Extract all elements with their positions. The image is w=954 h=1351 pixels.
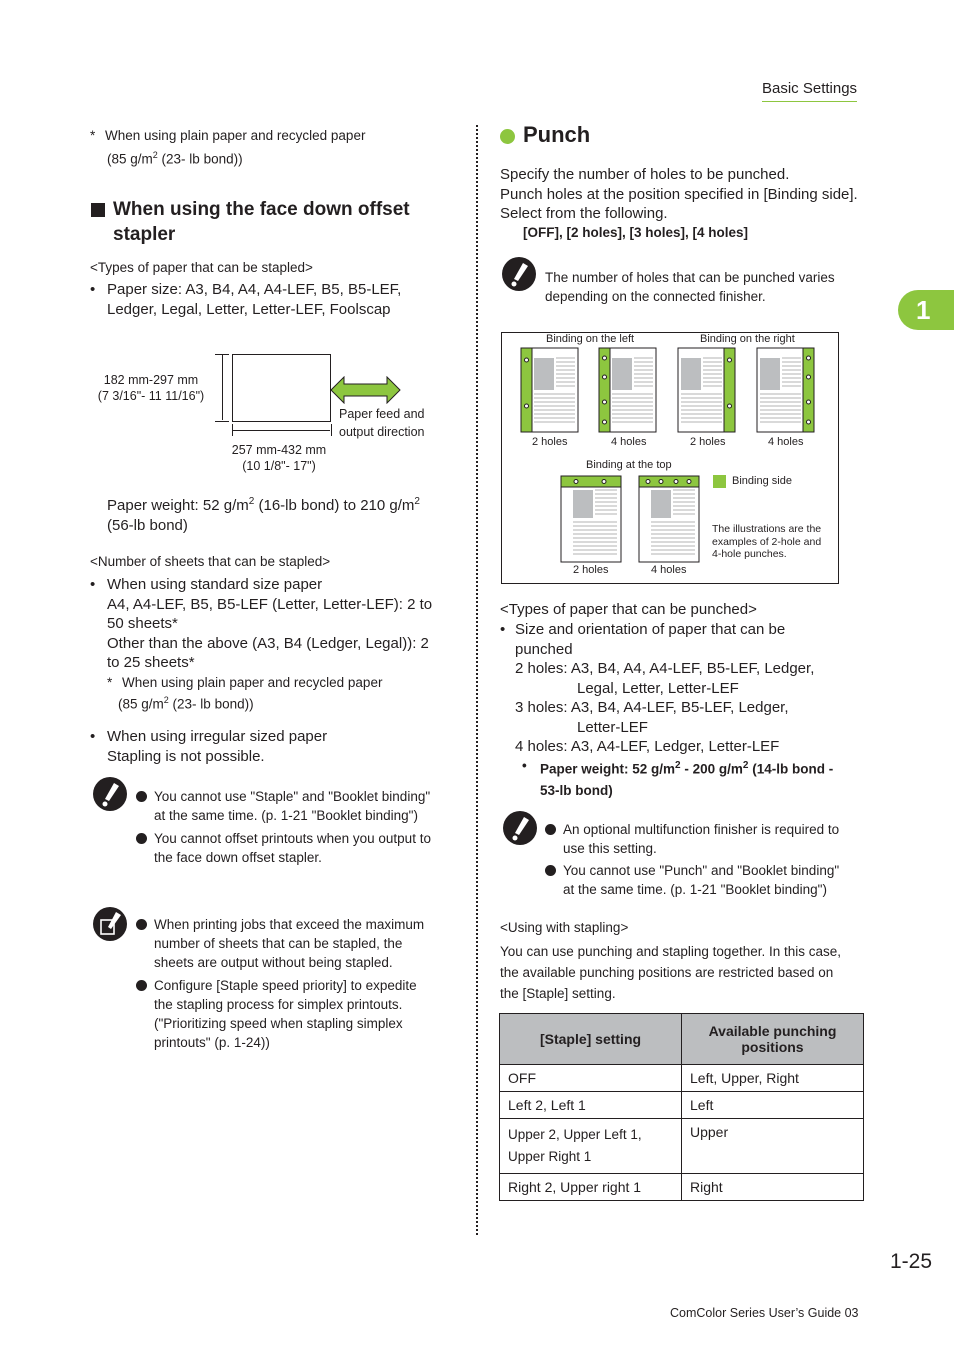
punch-weight bbox=[522, 755, 862, 801]
table-cell: Right 2, Upper right 1 bbox=[500, 1174, 682, 1201]
page-right-4-holes bbox=[757, 348, 814, 432]
weight-text: Paper weight: 52 g/m bbox=[540, 761, 676, 777]
table-cell: Left 2, Left 1 bbox=[500, 1092, 682, 1119]
column-divider bbox=[476, 125, 478, 1235]
hole-label: 2 holes bbox=[532, 436, 568, 448]
binding-right-label: Binding on the right bbox=[700, 333, 795, 345]
important-note-icon bbox=[92, 776, 128, 812]
footnote-text: (23- lb bond)) bbox=[157, 151, 243, 167]
page-left-2-holes bbox=[521, 348, 578, 432]
footnote-2 bbox=[107, 673, 382, 692]
footnote-2-line2 bbox=[118, 691, 254, 714]
note-text: at the same time. (p. 1-21 "Booklet binding") bbox=[563, 882, 827, 897]
standard-size-item bbox=[90, 575, 460, 673]
superscript: 2 bbox=[675, 760, 681, 771]
feed-text: output direction bbox=[339, 425, 425, 439]
table-row bbox=[500, 1174, 864, 1201]
caption-text: 4-hole punches. bbox=[712, 548, 787, 560]
table-cell: Right bbox=[682, 1174, 864, 1201]
size-text: Legal, Letter, Letter-LEF bbox=[577, 679, 739, 697]
binding-left-label: Binding on the left bbox=[546, 333, 635, 345]
sheets-label: <Number of sheets that can be stapled> bbox=[90, 554, 331, 569]
bullet-dot bbox=[136, 919, 147, 930]
note-right-list bbox=[545, 820, 865, 899]
note-text: You cannot use "Staple" and "Booklet binding" bbox=[154, 789, 431, 804]
memo-note-icon bbox=[92, 906, 128, 942]
paper-sheet-diagram bbox=[232, 354, 331, 422]
intro-text: Select from the following. bbox=[500, 205, 668, 222]
punch-options: [OFF], [2 holes], [3 holes], [4 holes] bbox=[523, 225, 749, 240]
binding-top-label: Binding at the top bbox=[586, 459, 672, 471]
paper-size-text: Paper size: A3, B4, A4, A4-LEF, B5, B5-LEF, bbox=[107, 281, 402, 298]
table-cell: Upper 2, Upper Left 1, Upper Right 1 bbox=[500, 1119, 682, 1174]
note-right-item bbox=[545, 820, 865, 858]
note-text: Configure [Staple speed priority] to expedite bbox=[154, 978, 417, 993]
stapling-line: the [Staple] setting. bbox=[500, 986, 616, 1001]
footnote-top bbox=[90, 126, 365, 145]
horizontal-dimension-label bbox=[215, 442, 343, 474]
footnote-line: When using plain paper and recycled paper bbox=[105, 128, 366, 143]
dimension-text: 257 mm-432 mm bbox=[231, 443, 327, 457]
stapling-label: <Using with stapling> bbox=[500, 920, 629, 935]
note-text: at the same time. (p. 1-21 "Booklet binding") bbox=[154, 808, 418, 823]
caption-text: examples of 2-hole and bbox=[712, 535, 822, 548]
size-orientation-item bbox=[500, 620, 860, 757]
page-top-4-holes bbox=[639, 476, 699, 562]
size-text: 4 holes: A3, A4-LEF, Ledger, Letter-LEF bbox=[515, 738, 780, 755]
hole-label: 4 holes bbox=[651, 564, 687, 576]
superscript: 2 bbox=[742, 760, 749, 771]
note-right-item bbox=[545, 861, 865, 899]
stapling-text bbox=[500, 941, 841, 1004]
dimension-text: (7 3/16"- 11 11/16") bbox=[97, 389, 205, 403]
page-top-2-holes bbox=[561, 476, 621, 562]
size-text: Size and orientation of paper that can be bbox=[515, 621, 786, 638]
note-text: ("Prioritizing speed when stapling simplex bbox=[154, 1016, 403, 1031]
hole-label: 4 holes bbox=[611, 436, 647, 448]
irregular-text: When using irregular sized paper bbox=[107, 728, 328, 745]
vertical-dimension-line bbox=[222, 354, 223, 420]
heading-line: When using the face down offset bbox=[113, 199, 410, 220]
hole-label: 2 holes bbox=[690, 436, 726, 448]
footnote-mark: * bbox=[107, 675, 113, 690]
note-1-item bbox=[136, 787, 456, 825]
punch-heading: Punch bbox=[523, 122, 591, 147]
figure-caption bbox=[712, 523, 821, 561]
caption-text: The illustrations are the bbox=[712, 523, 822, 535]
weight-text: (56-lb bond) bbox=[107, 516, 188, 534]
heading-line: stapler bbox=[113, 224, 176, 245]
bullet: • bbox=[500, 621, 506, 638]
footer-guide-title: ComColor Series User’s Guide 03 bbox=[670, 1306, 859, 1320]
note-text: use this setting. bbox=[563, 841, 657, 856]
page-right-2-holes bbox=[678, 348, 735, 432]
table-header-row bbox=[500, 1014, 864, 1065]
table-cell: OFF bbox=[500, 1065, 682, 1092]
table-row bbox=[500, 1119, 864, 1174]
footnote-text: (85 g/m bbox=[118, 696, 164, 712]
table-cell: Left bbox=[682, 1092, 864, 1119]
punch-intro bbox=[500, 165, 858, 224]
weight-text: Paper weight: 52 g/m bbox=[107, 497, 249, 514]
important-note-icon bbox=[501, 256, 537, 292]
note-text: the face down offset stapler. bbox=[154, 850, 322, 865]
superscript: 2 bbox=[414, 496, 420, 507]
note-1-list bbox=[136, 787, 456, 867]
size-text: Letter-LEF bbox=[577, 718, 648, 736]
top-binding-illustrations bbox=[558, 474, 704, 566]
bullet-dot bbox=[136, 833, 147, 844]
standard-text: 50 sheets* bbox=[107, 615, 178, 632]
note-1-item bbox=[136, 829, 456, 867]
note-text: the stapling process for simplex printouts. bbox=[154, 997, 403, 1012]
section-heading bbox=[113, 197, 410, 247]
standard-text: Other than the above (A3, B4 (Ledger, Legal)): 2 bbox=[107, 634, 429, 652]
weight-text: 53-lb bond) bbox=[540, 782, 613, 798]
side-binding-illustrations bbox=[518, 346, 828, 436]
footnote-mark: * bbox=[90, 128, 96, 143]
superscript: 2 bbox=[152, 150, 158, 160]
note-text: An optional multifunction finisher is required to bbox=[563, 822, 840, 837]
page-number: 1-25 bbox=[890, 1250, 933, 1273]
dimension-text: (10 1/8"- 17") bbox=[242, 459, 316, 473]
footnote-text: When using plain paper and recycled paper bbox=[122, 675, 383, 690]
footnote-text: (23- lb bond)) bbox=[168, 696, 254, 712]
bullet-dot bbox=[545, 824, 556, 835]
irregular-size-item bbox=[90, 727, 327, 766]
bullet: • bbox=[522, 758, 527, 773]
size-text: 3 holes: A3, B4, A4-LEF, B5-LEF, Ledger, bbox=[515, 699, 789, 716]
paper-size-text: Ledger, Legal, Letter, Letter-LEF, Foolscap bbox=[107, 300, 391, 318]
dimension-text: 182 mm-297 mm bbox=[103, 373, 199, 387]
note-top bbox=[545, 268, 835, 306]
note-text: You cannot offset printouts when you output to bbox=[154, 831, 431, 846]
stapling-line: You can use punching and stapling together. In this case, bbox=[500, 944, 842, 959]
section-title: Basic Settings bbox=[762, 80, 857, 102]
note-text: The number of holes that can be punched varies bbox=[545, 270, 835, 285]
bullet-dot bbox=[136, 791, 147, 802]
standard-text: to 25 sheets* bbox=[107, 654, 195, 671]
punching-positions-table bbox=[499, 1013, 864, 1201]
paper-size-item bbox=[90, 280, 401, 319]
weight-text: (16-lb bond) to 210 g/m bbox=[254, 497, 415, 514]
types-punched-label: <Types of paper that can be punched> bbox=[500, 601, 757, 618]
bullet-dot bbox=[136, 980, 147, 991]
bullet: • bbox=[90, 576, 96, 593]
intro-text: Punch holes at the position specified in [Binding side]. bbox=[500, 185, 858, 203]
footnote-text: (85 g/m bbox=[107, 151, 153, 167]
feed-direction-label bbox=[339, 405, 425, 441]
legend-label: Binding side bbox=[732, 475, 792, 487]
vertical-dimension-label bbox=[90, 372, 212, 404]
feed-direction-arrow-icon bbox=[330, 376, 402, 404]
standard-text: A4, A4-LEF, B5, B5-LEF (Letter, Letter-LEF): 2 to bbox=[107, 595, 433, 613]
note-text: You cannot use "Punch" and "Booklet binding" bbox=[563, 863, 840, 878]
weight-text: (14-lb bond - bbox=[748, 761, 834, 777]
superscript: 2 bbox=[248, 496, 255, 507]
hole-label: 2 holes bbox=[573, 564, 609, 576]
horizontal-dimension-line bbox=[232, 430, 330, 431]
paper-weight bbox=[107, 492, 420, 535]
superscript: 2 bbox=[163, 695, 169, 705]
note-text: number of sheets that can be stapled, the bbox=[154, 936, 403, 951]
types-label: <Types of paper that can be stapled> bbox=[90, 260, 313, 275]
feed-text: Paper feed and bbox=[339, 407, 425, 421]
note-text: depending on the connected finisher. bbox=[545, 289, 766, 304]
heading-circle-icon bbox=[500, 129, 515, 144]
legend-swatch bbox=[713, 475, 726, 488]
weight-text: - 200 g/m bbox=[680, 761, 743, 777]
important-note-icon bbox=[502, 810, 538, 846]
standard-text: When using standard size paper bbox=[107, 576, 323, 593]
page-left-4-holes bbox=[599, 348, 656, 432]
hole-label: 4 holes bbox=[768, 436, 804, 448]
size-text: 2 holes: A3, B4, A4, A4-LEF, B5-LEF, Ledger, bbox=[515, 660, 815, 677]
note-2-item bbox=[136, 915, 456, 972]
stapling-line: the available punching positions are restricted based on bbox=[500, 965, 834, 980]
chapter-tab: 1 bbox=[898, 290, 954, 330]
table-cell: Upper bbox=[682, 1119, 864, 1174]
table-row bbox=[500, 1092, 864, 1119]
note-2-list bbox=[136, 915, 456, 1052]
note-text: sheets are output without being stapled. bbox=[154, 955, 393, 970]
bullet: • bbox=[90, 728, 96, 745]
size-text: punched bbox=[515, 640, 573, 658]
table-row bbox=[500, 1065, 864, 1092]
table-header: Available punching positions bbox=[682, 1014, 864, 1065]
note-text: printouts" (p. 1-24)) bbox=[154, 1035, 270, 1050]
note-text: When printing jobs that exceed the maximum bbox=[154, 917, 425, 932]
bullet-dot bbox=[545, 865, 556, 876]
footnote-top-line2 bbox=[107, 146, 243, 169]
note-2-item bbox=[136, 976, 456, 1052]
bullet: • bbox=[90, 281, 96, 298]
irregular-text: Stapling is not possible. bbox=[107, 747, 265, 765]
intro-text: Specify the number of holes to be punched. bbox=[500, 166, 790, 183]
heading-square-icon bbox=[91, 203, 105, 217]
table-cell: Left, Upper, Right bbox=[682, 1065, 864, 1092]
table-header: [Staple] setting bbox=[500, 1014, 682, 1065]
